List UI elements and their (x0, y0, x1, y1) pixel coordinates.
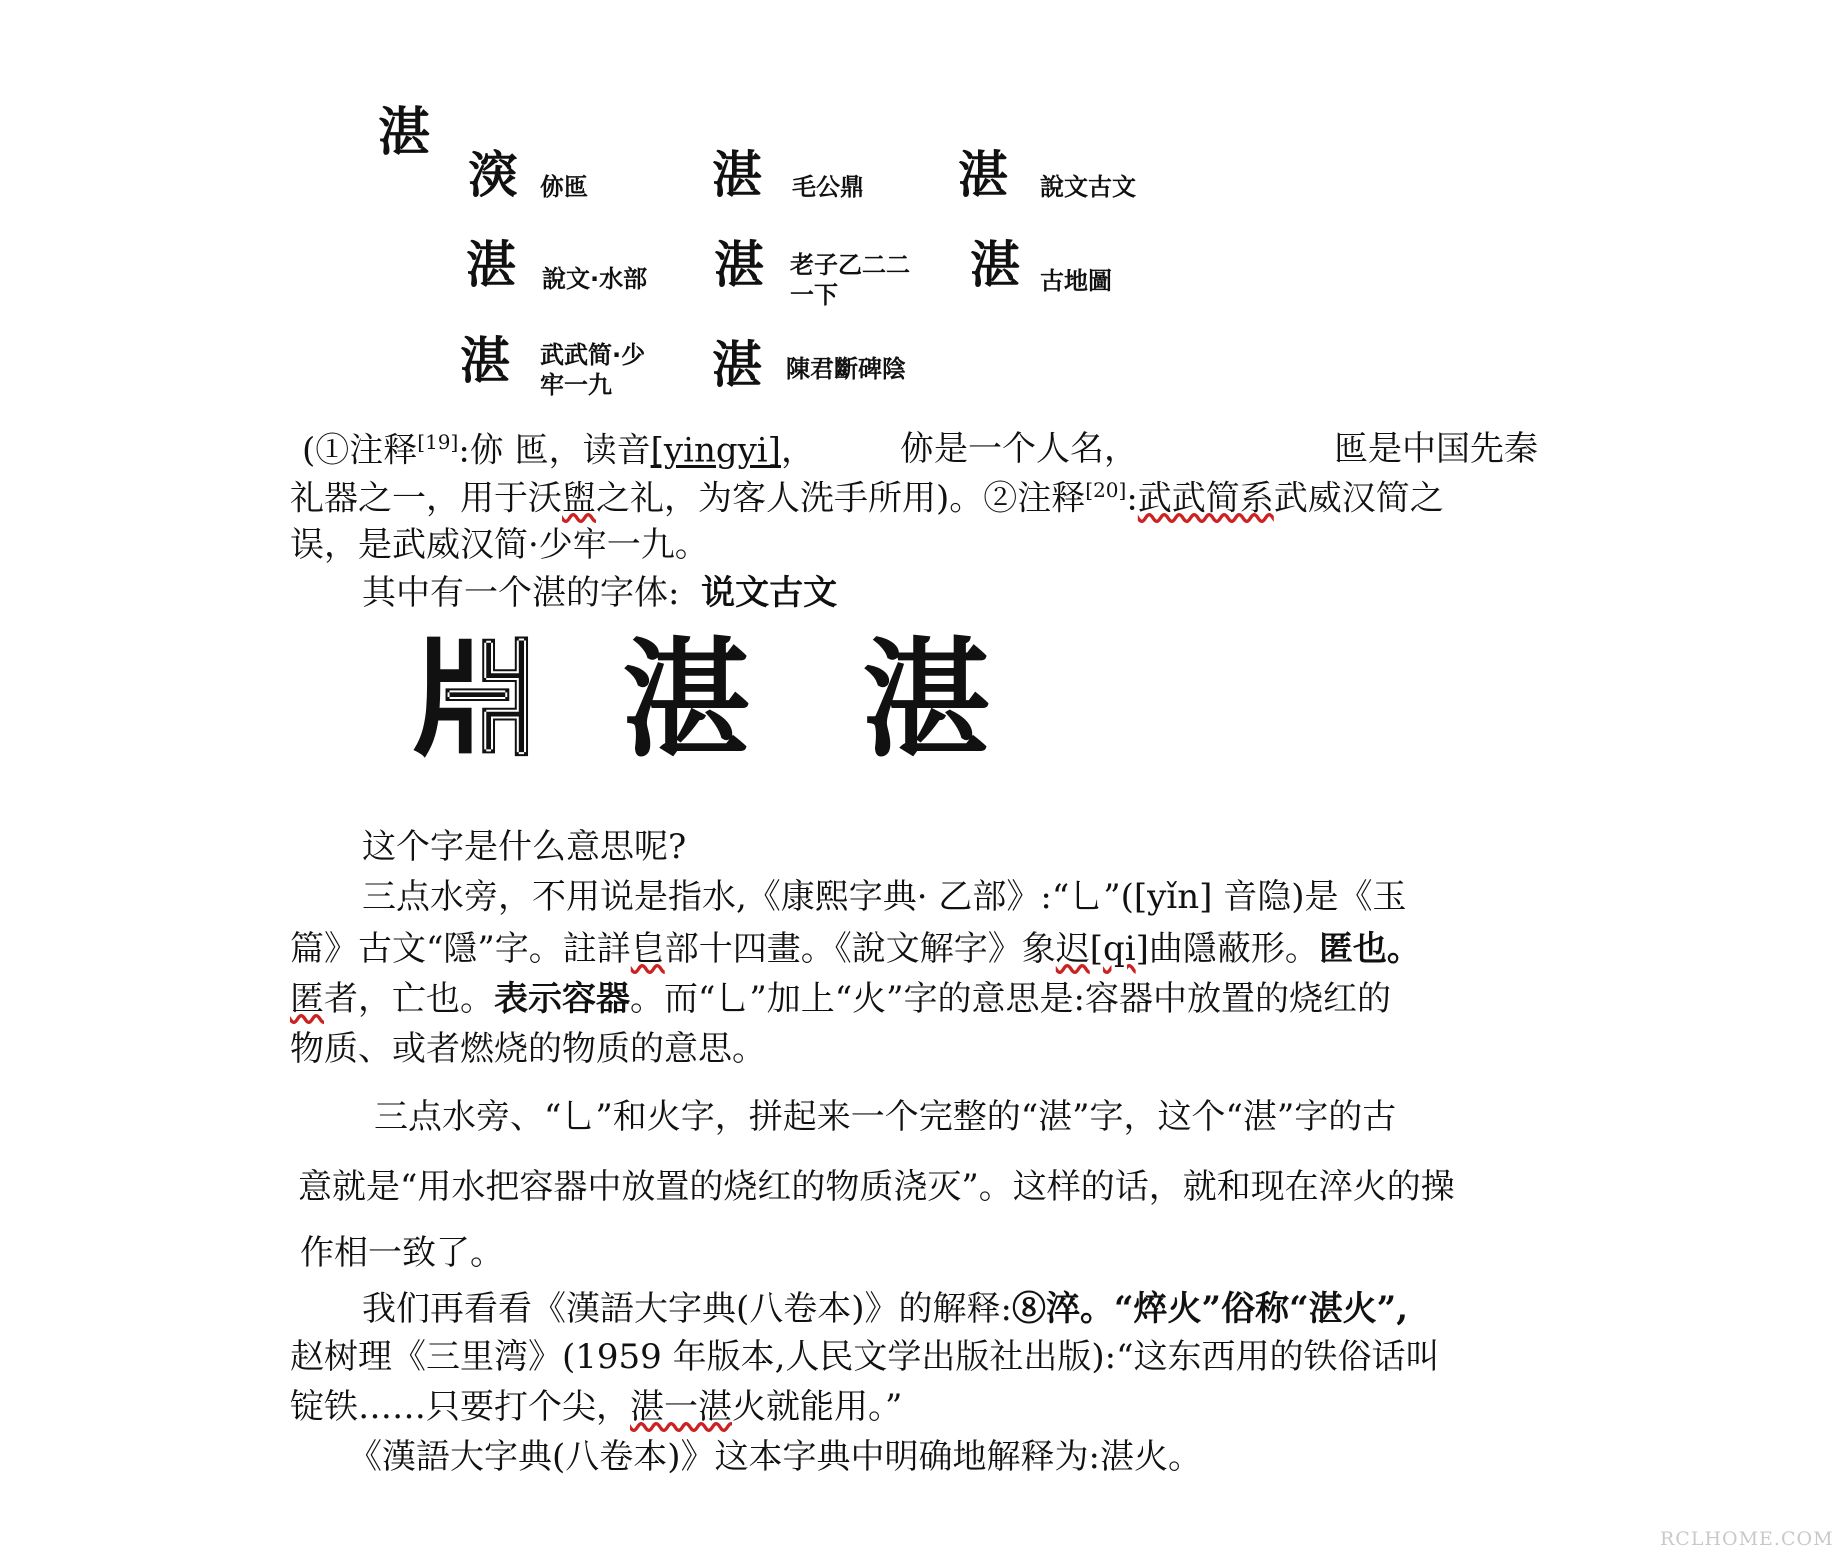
gu-wen-line (362, 573, 838, 613)
body-line: 意就是“用水把容器中放置的烧红的物质浇灭”。这样的话，就和现在淬火的操 (298, 1167, 1455, 1207)
variant-glyph: 湛 (466, 235, 516, 294)
variant-glyph: 㴱 (468, 145, 518, 204)
note-text: 误，是武威汉简·少牢一九。 (290, 525, 709, 565)
body-text: 火就能用。” (732, 1387, 903, 1427)
gu-wen-lead: 其中有一个湛的字体: (362, 573, 680, 613)
header-char: 湛 (378, 102, 431, 163)
variant-source: 毛公鼎 (792, 173, 864, 201)
body-text: 我们再看看《漢語大字典(八卷本)》的解释: (362, 1289, 1012, 1329)
variant-glyph: 湛 (958, 145, 1008, 204)
note-text: 盥 (562, 478, 596, 519)
watermark: RCLHOME.COM (1660, 1528, 1834, 1550)
body-line (362, 1289, 1409, 1329)
large-glyph-bold: 湛 (862, 625, 991, 775)
note-text: : (1126, 478, 1138, 519)
body-bold: 表示容器 (494, 979, 630, 1019)
note-text: (①注释 (302, 430, 418, 471)
body-text: 者，亡也。 (324, 979, 494, 1019)
body-text: 篇》古文“隱”字。註詳 (290, 929, 631, 969)
variant-glyph: 湛 (712, 335, 762, 394)
variant-glyph: 湛 (460, 331, 510, 390)
variant-source (540, 340, 645, 400)
body-text: 。而“乚”加上“火”字的意思是:容器中放置的烧红的 (630, 979, 1391, 1019)
body-line (290, 929, 1421, 969)
body-text: [ (1089, 929, 1104, 969)
body-line: 《漢語大字典(八卷本)》这本字典中明确地解释为:湛火。 (348, 1437, 1202, 1477)
variant-source: 古地圖 (1040, 267, 1112, 295)
body-text: 皀 (630, 929, 665, 969)
variant-source (790, 250, 910, 310)
variant-glyph: 湛 (970, 235, 1020, 294)
footnote-ref: [19] (417, 430, 459, 454)
variant-source: 㑊匜 (540, 173, 588, 201)
question-line: 这个字是什么意思呢? (362, 827, 687, 867)
body-text: ]曲隱蔽形。 (1135, 929, 1319, 969)
variant-source-line: 老子乙二二 (790, 251, 910, 279)
variant-source: 陳君斷碑陰 (786, 355, 906, 383)
large-glyph-seal: 𣶒 (410, 625, 539, 775)
note-line (290, 478, 1444, 519)
gu-wen-label: 说文古文 (701, 573, 838, 613)
note-text: 之礼，为客人洗手所用)。②注释 (596, 478, 1086, 519)
variant-glyph: 湛 (714, 235, 764, 294)
variant-source-line: 武武简·少 (540, 341, 646, 369)
large-glyph-regular: 湛 (622, 625, 751, 775)
pinyin: [yingyi] (650, 430, 781, 471)
body-line (290, 1387, 903, 1427)
body-text: qi (1103, 929, 1136, 969)
note-line (302, 430, 815, 471)
body-line: 三点水旁、“乚”和火字，拼起来一个完整的“湛”字，这个“湛”字的古 (374, 1097, 1397, 1137)
body-text: 湛一湛 (630, 1387, 732, 1427)
body-line: 赵树理《三里湾》(1959 年版本,人民文学出版社出版):“这东西用的铁俗话叫 (290, 1337, 1440, 1377)
note-text: ， (780, 430, 815, 471)
note-text: :㑊 匜，读音 (458, 430, 651, 471)
variant-source: 說文古文 (1040, 173, 1136, 201)
body-line: 作相一致了。 (300, 1233, 504, 1273)
note-text: 㑊是一个人名， (900, 429, 1138, 469)
note-text: 礼器之一，用于沃 (290, 478, 562, 519)
variant-source-line: 牢一九 (540, 371, 612, 399)
footnote-ref: [20] (1085, 478, 1127, 502)
body-line (290, 979, 1391, 1019)
variant-source-line: 一下 (790, 281, 838, 309)
body-text: 匿 (290, 979, 324, 1019)
body-line: 三点水旁，不用说是指水,《康熙字典· 乙部》:“乚”([yǐn] 音隐)是《玉 (362, 877, 1407, 917)
body-text: 迟 (1055, 929, 1090, 969)
body-text: 锭铁……只要打个尖， (290, 1387, 630, 1427)
body-bold: 匿也。 (1318, 929, 1421, 969)
note-text: 武威汉简之 (1273, 478, 1444, 519)
note-text: 武武简系 (1137, 478, 1274, 519)
body-bold: ⑧淬。“焠火”俗称“湛火”, (1011, 1289, 1409, 1329)
variant-source: 說文·水部 (542, 265, 648, 293)
variant-glyph: 湛 (712, 145, 762, 204)
body-line: 物质、或者燃烧的物质的意思。 (290, 1029, 766, 1069)
body-text: 部十四畫。《說文解字》象 (664, 929, 1056, 969)
note-text: 匜是中国先秦 (1334, 429, 1538, 469)
